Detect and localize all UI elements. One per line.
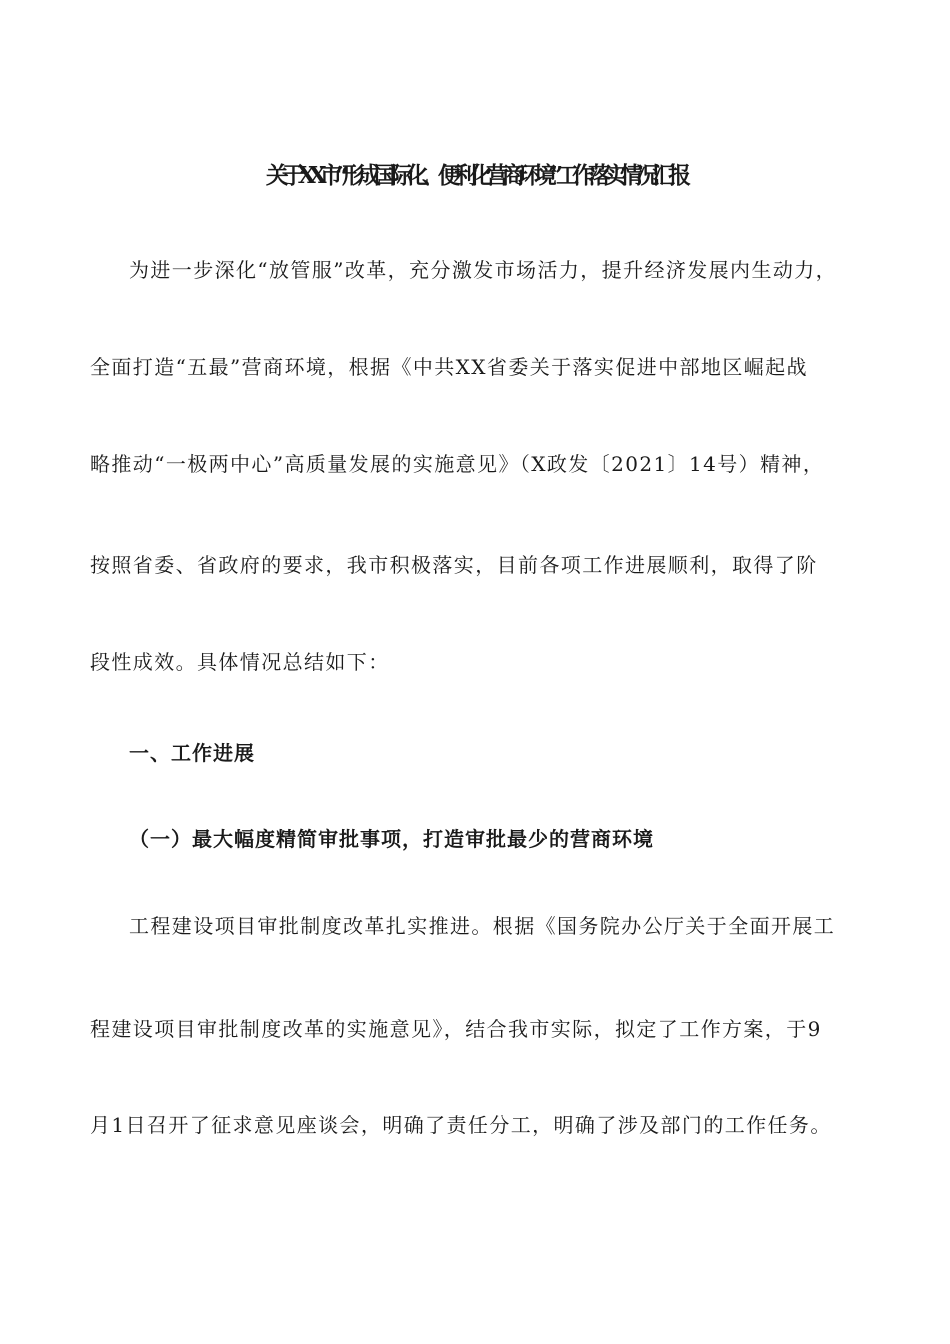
paragraph-line: 月1日召开了征求意见座谈会，明确了责任分工，明确了涉及部门的工作任务。 <box>90 1113 832 1137</box>
paragraph-line: 按照省委、省政府的要求，我市积极落实，目前各项工作进展顺利，取得了阶 <box>90 553 818 577</box>
paragraph-line: 程建设项目审批制度改革的实施意见》，结合我市实际，拟定了工作方案，于9 <box>90 1017 822 1041</box>
paragraph-line: 略推动“一极两中心”高质量发展的实施意见》（X政发〔2021〕14号）精神， <box>90 452 825 476</box>
section-heading: 一、工作进展 <box>129 741 255 765</box>
paragraph-line: 段性成效。具体情况总结如下： <box>90 650 390 674</box>
document-title: 关于XX市“形成国际化、便利化营商环境”工作落实情况汇报 <box>265 162 685 189</box>
paragraph-line: 工程建设项目审批制度改革扎实推进。根据《国务院办公厅关于全面开展工 <box>129 914 836 938</box>
paragraph-line: 为进一步深化“放管服”改革，充分激发市场活力，提升经济发展内生动力， <box>129 258 838 282</box>
subsection-heading: （一）最大幅度精简审批事项，打造审批最少的营商环境 <box>129 827 654 851</box>
paragraph-line: 全面打造“五最”营商环境，根据《中共XX省委关于落实促进中部地区崛起战 <box>90 355 808 379</box>
